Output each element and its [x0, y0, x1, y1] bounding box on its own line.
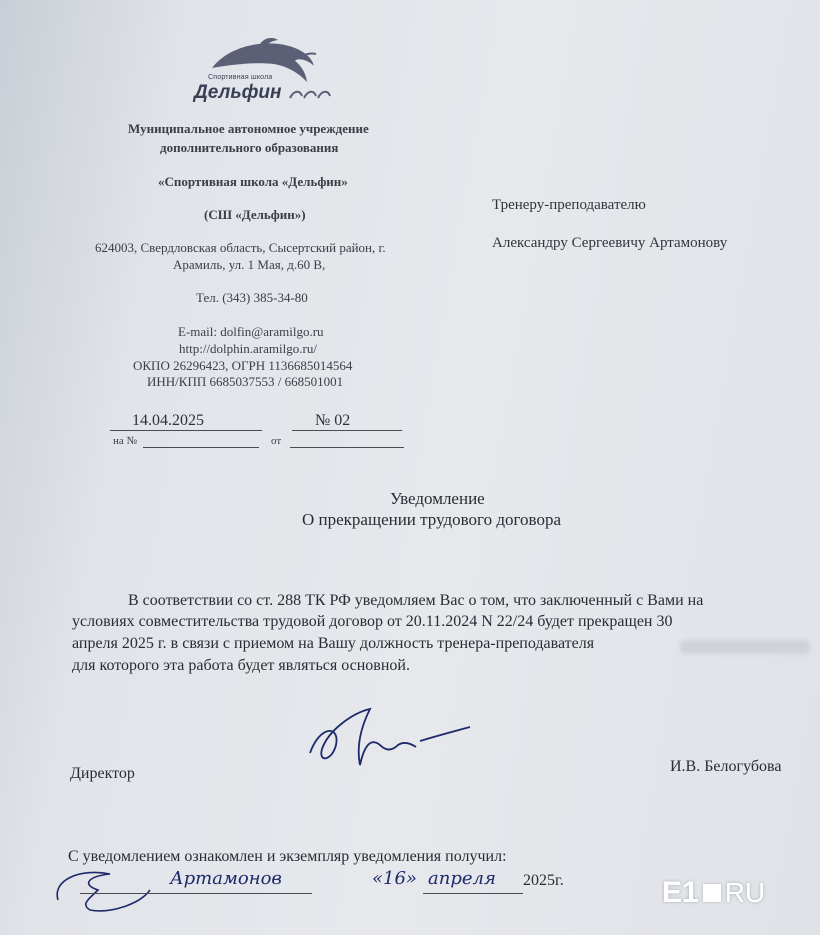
director-label: Директор [70, 765, 135, 782]
employee-signature [50, 860, 160, 920]
body-line-1: В соответствии со ст. 288 ТК РФ уведомляем Вас о том, что заключенный с Вами на [128, 592, 704, 609]
inn-kpp: ИНН/КПП 6685037553 / 668501001 [147, 374, 344, 389]
handwritten-name: Артамонов [170, 868, 282, 889]
body-line-3: апреля 2025 г. в связи с приемом на Вашу должность тренера-преподавателя [72, 635, 595, 652]
ref-underline [143, 447, 259, 448]
body-line-2: условиях совместительства трудовой договор от 20.11.2024 N 22/24 будет прекращен 30 [72, 613, 673, 630]
email: E-mail: dolfin@aramilgo.ru [178, 324, 324, 339]
from-label: от [271, 435, 282, 447]
address-line2: Арамиль, ул. 1 Мая, д.60 В, [173, 257, 326, 272]
dolphin-logo [190, 38, 340, 108]
school-name: «Спортивная школа «Дельфин» [158, 174, 348, 189]
e1-domain: RU [724, 877, 766, 908]
date-underline [110, 430, 262, 431]
school-abbr: (СШ «Дельфин») [204, 207, 306, 222]
addressee-name: Александру Сергеевичу Артамонову [492, 235, 728, 251]
body-line-4: для которого эта работа будет являться основной. [72, 657, 410, 674]
number-underline [292, 430, 402, 431]
director-name: И.В. Белогубова [670, 758, 782, 775]
document-subtitle: О прекращении трудового договора [302, 510, 562, 529]
director-signature [300, 705, 480, 780]
address-line1: 624003, Свердловская область, Сысертский район, г. [95, 240, 386, 255]
org-line2: дополнительного образования [160, 140, 339, 155]
year-suffix: 2025г. [523, 872, 564, 889]
registration-number: № 02 [315, 412, 351, 429]
from-underline [290, 447, 404, 448]
redacted-text [680, 638, 810, 656]
waves-icon [288, 88, 332, 102]
org-line1: Муниципальное автономное учреждение [128, 121, 369, 136]
handwritten-month: апреля [428, 868, 496, 889]
document-title: Уведомление [390, 489, 485, 508]
e1-watermark [662, 876, 765, 910]
signature-underline [80, 893, 312, 894]
month-underline [423, 893, 523, 894]
handwritten-day: «16» [372, 868, 417, 889]
e1-brand: E1 [662, 876, 699, 909]
registration-date: 14.04.2025 [132, 412, 204, 429]
phone: Тел. (343) 385-34-80 [196, 290, 308, 305]
okpo-ogrn: ОКПО 26296423, ОГРН 1136685014564 [133, 358, 353, 373]
acknowledgment-text: С уведомлением ознакомлен и экземпляр уведомления получил: [68, 848, 507, 865]
ref-label: на № [113, 435, 138, 447]
website: http://dolphin.aramilgo.ru/ [179, 341, 317, 356]
logo-name: Дельфин [194, 82, 282, 103]
e1-dot-icon [703, 884, 721, 902]
addressee-position: Тренеру-преподавателю [492, 197, 646, 213]
logo-subtitle: Спортивная школа [208, 74, 273, 81]
